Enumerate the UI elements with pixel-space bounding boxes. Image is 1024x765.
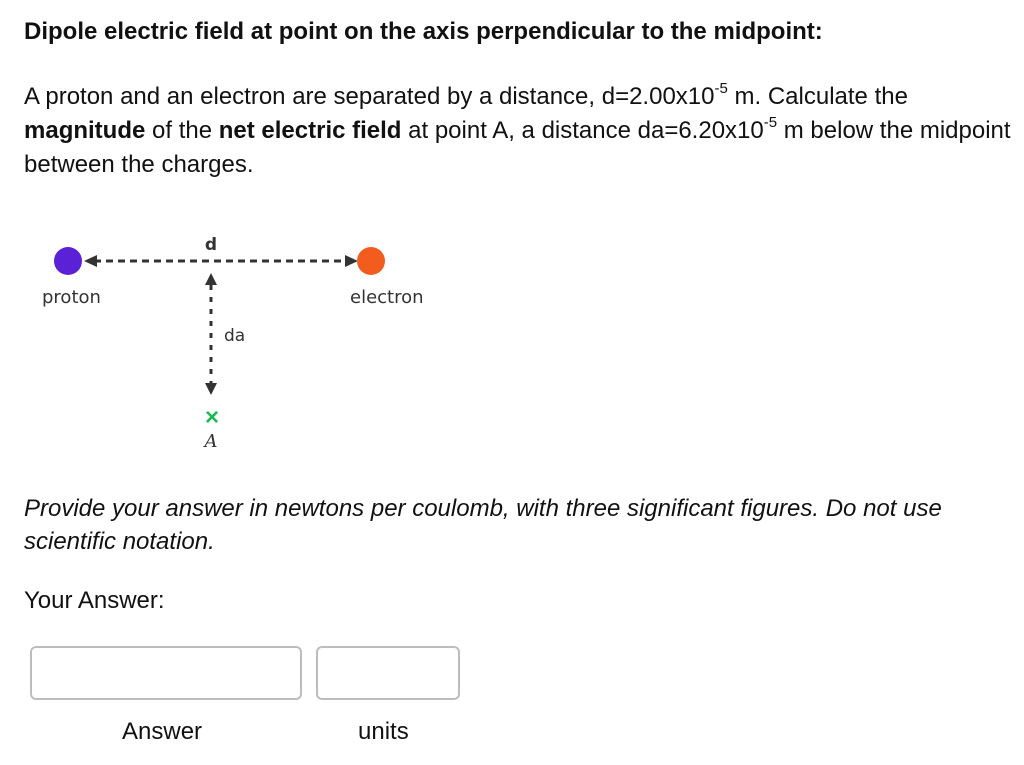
da-exponent: -5 [763, 114, 778, 131]
dipole-diagram [0, 225, 450, 455]
arrowhead-left-icon [84, 255, 97, 267]
arrowhead-up-icon [205, 273, 217, 285]
emphasis-magnitude: magnitude [24, 117, 146, 144]
proton-label: proton [42, 287, 101, 308]
problem-text: of the [145, 117, 219, 144]
point-a-marker-icon: × [204, 404, 220, 431]
units-caption: units [358, 718, 409, 745]
problem-text: at point A, a distance da=6.20x10 [401, 117, 764, 144]
electron-charge [357, 247, 385, 275]
emphasis-net-field: net electric field [218, 117, 402, 144]
arrowhead-down-icon [205, 383, 217, 395]
d-label: d [204, 235, 218, 255]
dipole-diagram-svg [0, 225, 450, 455]
point-a-label: A [204, 431, 218, 452]
units-input[interactable] [316, 646, 460, 700]
answer-instructions: Provide your answer in newtons per coulomb, with three significant figures. Do not use scientific notation. [24, 495, 942, 555]
proton-charge [54, 247, 82, 275]
problem-text: A proton and an electron are separated by a distance, d=2.00x10 [24, 83, 715, 110]
electron-label: electron [350, 287, 424, 308]
problem-text: m. Calculate the [727, 83, 908, 110]
answer-input[interactable] [30, 646, 302, 700]
problem-text: m below the midpoint between the charges. [24, 117, 1011, 178]
problem-statement [24, 80, 1014, 182]
distance-exponent: -5 [714, 80, 728, 97]
your-answer-label: Your Answer: [24, 587, 165, 614]
arrowhead-right-icon [345, 255, 358, 267]
question-title: Dipole electric field at point on the axis perpendicular to the midpoint: [24, 18, 823, 45]
answer-caption: Answer [122, 718, 203, 745]
da-label: da [224, 326, 246, 346]
